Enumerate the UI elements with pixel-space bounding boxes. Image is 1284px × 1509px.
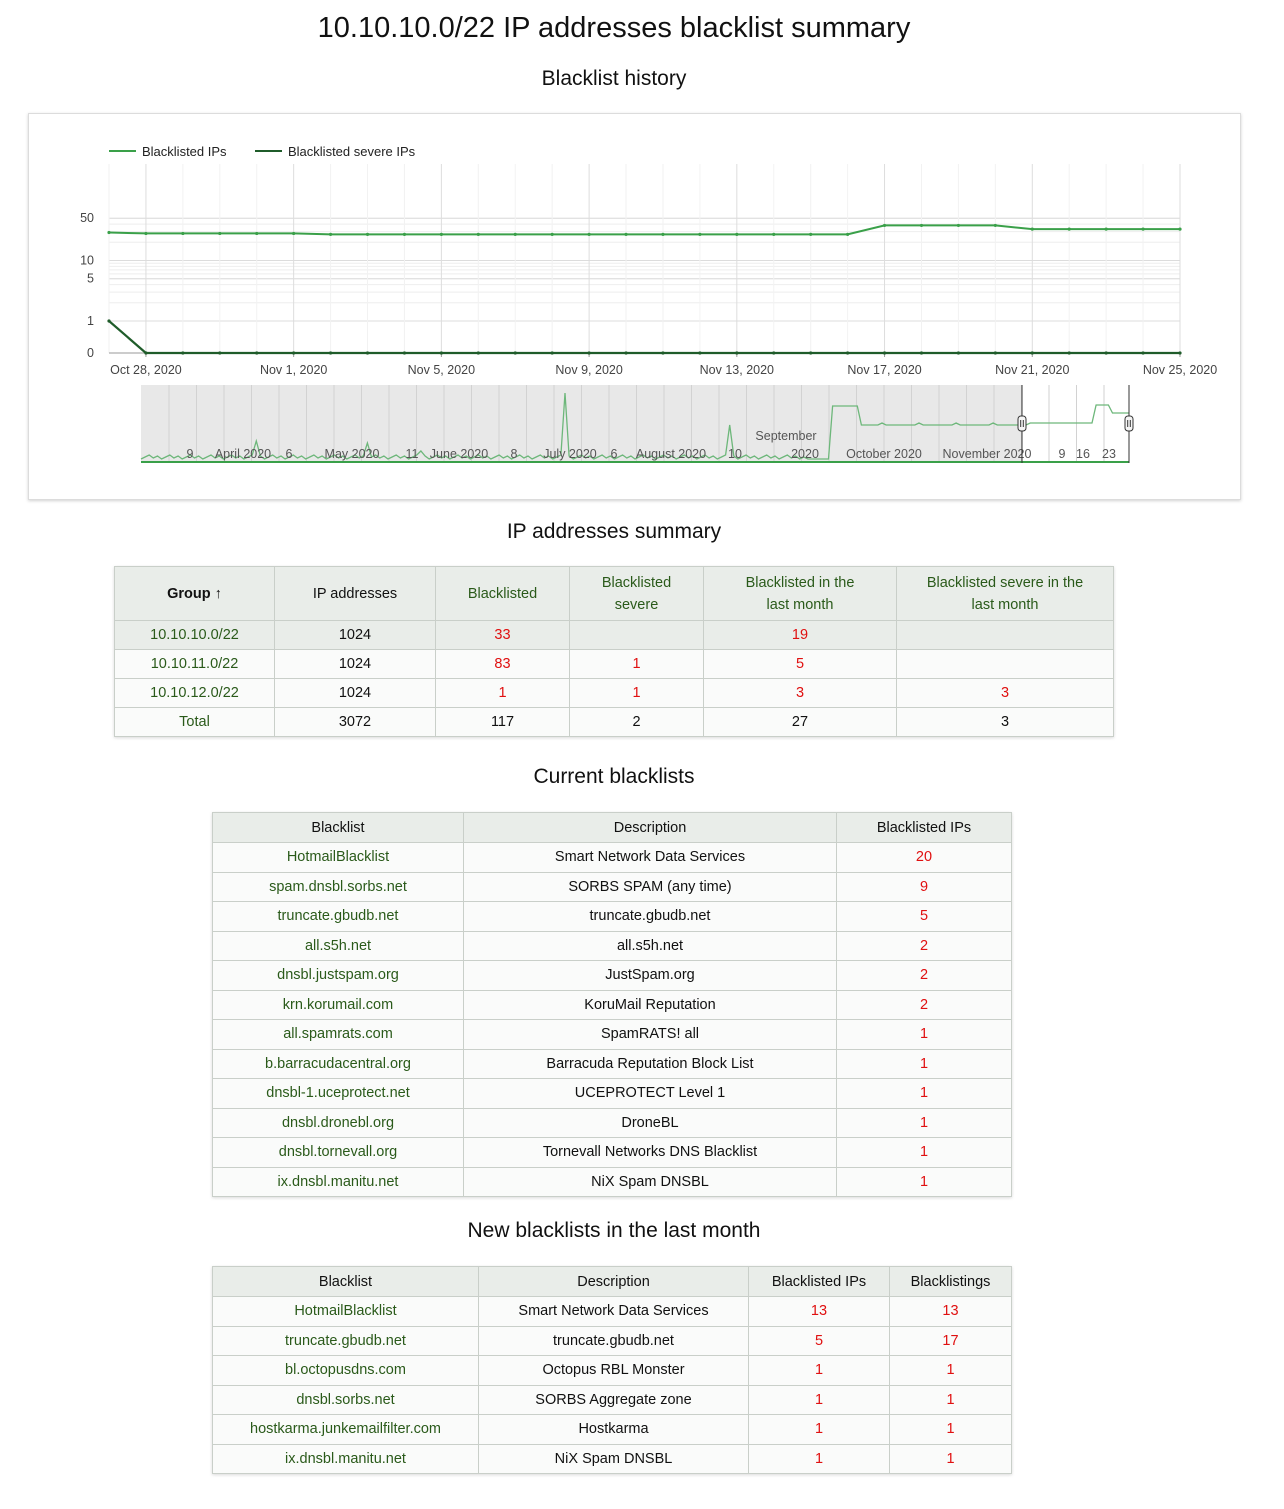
blacklist-link[interactable]: dnsbl.sorbs.net [213, 1385, 479, 1415]
blacklisted-ips-cell: 1 [749, 1415, 890, 1445]
col-blacklistings[interactable]: Blacklistings [890, 1267, 1012, 1297]
new-blacklists-table [212, 1266, 1012, 1474]
blacklisted-ips-cell: 1 [837, 1108, 1012, 1138]
description-cell: Octopus RBL Monster [479, 1356, 749, 1386]
blacklisted-ips-cell: 1 [749, 1444, 890, 1474]
col-severe-last-month[interactable] [897, 567, 1114, 621]
data-point [809, 233, 812, 236]
summary-total-row [115, 708, 1114, 737]
y-tick-label: 10 [80, 253, 94, 268]
severe-last-month-cell [897, 650, 1114, 679]
description-cell: KoruMail Reputation [464, 990, 837, 1020]
table-row [213, 1138, 1012, 1168]
blacklist-link[interactable]: ix.dnsbl.manitu.net [213, 1444, 479, 1474]
blacklist-link[interactable]: all.s5h.net [213, 931, 464, 961]
description-cell: JustSpam.org [464, 961, 837, 991]
data-point [514, 351, 517, 354]
blacklist-link[interactable]: dnsbl.tornevall.org [213, 1138, 464, 1168]
summary-row [115, 650, 1114, 679]
data-point [329, 351, 332, 354]
x-tick-label: Nov 13, 2020 [699, 363, 775, 377]
blacklisted-ips-cell: 1 [837, 1138, 1012, 1168]
blacklisted-severe-cell: 1 [570, 679, 704, 708]
data-point [698, 233, 701, 236]
col-blacklisted-ips[interactable]: Blacklisted IPs [749, 1267, 890, 1297]
data-point [218, 232, 221, 235]
table-row [213, 1326, 1012, 1356]
blacklisted-ips-cell: 5 [837, 902, 1012, 932]
description-cell: NiX Spam DNSBL [479, 1444, 749, 1474]
description-cell: truncate.gbudb.net [464, 902, 837, 932]
description-cell: truncate.gbudb.net [479, 1326, 749, 1356]
blacklisted-severe-cell: 1 [570, 650, 704, 679]
blacklist-link[interactable]: HotmailBlacklist [213, 843, 464, 873]
data-point [255, 232, 258, 235]
col-ip-addresses[interactable]: IP addresses [275, 567, 436, 621]
navigator-label: October 2020 [846, 447, 922, 461]
current-blacklists-title: Current blacklists [533, 765, 695, 788]
blacklist-link[interactable]: krn.korumail.com [213, 990, 464, 1020]
data-point [1105, 351, 1108, 354]
data-point [588, 233, 591, 236]
summary-title: IP addresses summary [506, 520, 722, 543]
table-row [213, 1167, 1012, 1197]
ip-count-cell: 1024 [275, 679, 436, 708]
data-point [883, 351, 886, 354]
description-cell: NiX Spam DNSBL [464, 1167, 837, 1197]
data-point [218, 351, 221, 354]
col-blacklisted[interactable]: Blacklisted [436, 567, 570, 621]
blacklisted-ips-cell: 1 [749, 1356, 890, 1386]
data-point [1031, 351, 1034, 354]
blacklisted-ips-cell: 9 [837, 872, 1012, 902]
x-tick-label: Nov 17, 2020 [847, 363, 922, 377]
blacklist-link[interactable]: dnsbl.dronebl.org [213, 1108, 464, 1138]
navigator-label: July 2020 [543, 447, 597, 461]
blacklisted-ips-cell: 1 [837, 1049, 1012, 1079]
description-cell: Barracuda Reputation Block List [464, 1049, 837, 1079]
legend-label: Blacklisted severe IPs [288, 144, 416, 159]
summary-row [115, 679, 1114, 708]
blacklisted-ips-cell: 2 [837, 990, 1012, 1020]
data-point [1068, 351, 1071, 354]
data-point [661, 233, 664, 236]
blacklist-link[interactable]: spam.dnsbl.sorbs.net [213, 872, 464, 902]
y-tick-label: 1 [87, 314, 94, 328]
data-point [107, 319, 110, 322]
navigator-label: August 2020 [635, 447, 707, 461]
blacklisted-severe-cell [570, 621, 704, 650]
table-row [213, 961, 1012, 991]
col-blacklisted-last-month-label: Blacklisted in the last month [745, 574, 855, 613]
x-tick-label: Nov 5, 2020 [407, 363, 476, 377]
table-row [213, 872, 1012, 902]
data-point [1031, 228, 1034, 231]
data-point [1068, 228, 1071, 231]
blacklisted-cell: 33 [436, 621, 570, 650]
data-point [477, 233, 480, 236]
series-line-blacklisted-severe-ips [109, 321, 1180, 353]
col-blacklisted-last-month[interactable] [704, 567, 897, 621]
blacklist-link[interactable]: dnsbl.justspam.org [213, 961, 464, 991]
data-point [624, 233, 627, 236]
data-point [735, 351, 738, 354]
navigator-label: 8 [510, 447, 518, 461]
table-row [213, 1415, 1012, 1445]
navigator-right-handle[interactable] [1125, 416, 1133, 431]
col-severe-last-month-label: Blacklisted severe in the last month [926, 574, 1084, 613]
table-row [213, 1444, 1012, 1474]
data-point [514, 233, 517, 236]
description-cell: SpamRATS! all [464, 1020, 837, 1050]
data-point [292, 232, 295, 235]
data-point [735, 233, 738, 236]
data-point [440, 351, 443, 354]
data-point [551, 233, 554, 236]
new-blacklists-title: New blacklists in the last month [467, 1219, 761, 1242]
current-blacklists-table [212, 812, 1012, 1197]
data-point [107, 231, 110, 234]
x-tick-label: Nov 1, 2020 [259, 363, 328, 377]
table-row [213, 990, 1012, 1020]
data-point [144, 232, 147, 235]
data-point [809, 351, 812, 354]
last-month-cell: 27 [704, 708, 897, 737]
data-point [403, 351, 406, 354]
blacklist-link[interactable]: ix.dnsbl.manitu.net [213, 1167, 464, 1197]
data-point [957, 224, 960, 227]
data-point [403, 233, 406, 236]
table-row [213, 902, 1012, 932]
legend-label: Blacklisted IPs [142, 144, 227, 159]
data-point [255, 351, 258, 354]
blacklistings-cell: 17 [890, 1326, 1012, 1356]
last-month-cell: 3 [704, 679, 897, 708]
col-blacklisted-severe-label: Blacklisted severe [601, 574, 672, 613]
blacklist-link[interactable]: HotmailBlacklist [213, 1297, 479, 1327]
description-cell: SORBS Aggregate zone [479, 1385, 749, 1415]
data-point [1178, 228, 1181, 231]
table-row [213, 1049, 1012, 1079]
navigator-label: April 2020 [214, 447, 272, 461]
col-blacklist[interactable]: Blacklist [213, 813, 464, 843]
data-point [772, 351, 775, 354]
navigator-label: June 2020 [429, 447, 489, 461]
navigator-left-handle[interactable] [1018, 416, 1026, 431]
ip-count-cell: 3072 [275, 708, 436, 737]
col-group[interactable]: Group ↑ [115, 567, 275, 621]
data-point [994, 224, 997, 227]
data-point [292, 351, 295, 354]
description-cell: SORBS SPAM (any time) [464, 872, 837, 902]
blacklisted-ips-cell: 1 [837, 1079, 1012, 1109]
description-cell: DroneBL [464, 1108, 837, 1138]
data-point [366, 233, 369, 236]
table-row [213, 1385, 1012, 1415]
navigator-label: 10 [728, 447, 742, 461]
navigator-label: 23 [1102, 447, 1116, 461]
description-cell: Hostkarma [479, 1415, 749, 1445]
blacklist-link[interactable]: hostkarma.junkemailfilter.com [213, 1415, 479, 1445]
blacklisted-severe-cell: 2 [570, 708, 704, 737]
blacklisted-ips-cell: 5 [749, 1326, 890, 1356]
data-point [846, 351, 849, 354]
data-point [329, 233, 332, 236]
description-cell: Tornevall Networks DNS Blacklist [464, 1138, 837, 1168]
description-cell: all.s5h.net [464, 931, 837, 961]
navigator-label: 9 [1058, 447, 1066, 461]
table-row [213, 1356, 1012, 1386]
data-point [624, 351, 627, 354]
table-row [213, 1297, 1012, 1327]
table-row [213, 1108, 1012, 1138]
blacklisted-cell: 1 [436, 679, 570, 708]
blacklist-link[interactable]: b.barracudacentral.org [213, 1049, 464, 1079]
navigator-label: May 2020 [324, 447, 380, 461]
col-blacklist[interactable]: Blacklist [213, 1267, 479, 1297]
data-point [144, 351, 147, 354]
severe-last-month-cell: 3 [897, 708, 1114, 737]
group-cell[interactable]: 10.10.12.0/22 [115, 679, 275, 708]
blacklistings-cell: 1 [890, 1415, 1012, 1445]
y-tick-label: 50 [80, 211, 94, 226]
blacklisted-ips-cell: 20 [837, 843, 1012, 873]
group-cell[interactable]: 10.10.11.0/22 [115, 650, 275, 679]
data-point [477, 351, 480, 354]
data-point [846, 233, 849, 236]
navigator-label: 9 [186, 447, 194, 461]
blacklistings-cell: 1 [890, 1356, 1012, 1386]
data-point [772, 233, 775, 236]
blacklistings-cell: 13 [890, 1297, 1012, 1327]
y-tick-label: 5 [87, 271, 94, 286]
data-point [588, 351, 591, 354]
table-row [213, 1020, 1012, 1050]
table-row [213, 843, 1012, 873]
group-cell: Total [115, 708, 275, 737]
blacklist-link[interactable]: truncate.gbudb.net [213, 902, 464, 932]
last-month-cell: 19 [704, 621, 897, 650]
history-title: Blacklist history [541, 67, 687, 90]
table-row [213, 1079, 1012, 1109]
blacklisted-ips-cell: 1 [749, 1385, 890, 1415]
navigator-label: 16 [1076, 447, 1090, 461]
blacklisted-cell: 83 [436, 650, 570, 679]
navigator-label: 6 [610, 447, 618, 461]
x-tick-label: Nov 9, 2020 [555, 363, 623, 377]
blacklisted-ips-cell: 2 [837, 961, 1012, 991]
severe-last-month-cell [897, 621, 1114, 650]
series-line-blacklisted-ips [109, 225, 1180, 234]
blacklist-link[interactable]: dnsbl-1.uceprotect.net [213, 1079, 464, 1109]
description-cell: Smart Network Data Services [479, 1297, 749, 1327]
data-point [957, 351, 960, 354]
col-description[interactable]: Description [464, 813, 837, 843]
data-point [551, 351, 554, 354]
blacklisted-ips-cell: 13 [749, 1297, 890, 1327]
summary-row [115, 621, 1114, 650]
data-point [661, 351, 664, 354]
blacklistings-cell: 1 [890, 1444, 1012, 1474]
blacklist-history-chart[interactable] [28, 113, 1241, 500]
ip-count-cell: 1024 [275, 650, 436, 679]
data-point [1178, 351, 1181, 354]
data-point [181, 351, 184, 354]
data-point [994, 351, 997, 354]
last-month-cell: 5 [704, 650, 897, 679]
navigator-label: 11 [405, 447, 419, 461]
ip-summary-table [114, 566, 1114, 737]
y-tick-label: 0 [87, 346, 94, 360]
navigator-label: September 2020 [755, 429, 819, 461]
col-description[interactable]: Description [479, 1267, 749, 1297]
blacklisted-ips-cell: 2 [837, 931, 1012, 961]
blacklisted-ips-cell: 1 [837, 1167, 1012, 1197]
blacklisted-cell: 117 [436, 708, 570, 737]
description-cell: UCEPROTECT Level 1 [464, 1079, 837, 1109]
data-point [440, 233, 443, 236]
x-tick-label: Nov 21, 2020 [995, 363, 1070, 377]
x-tick-label: Nov 25, 2020 [1142, 363, 1218, 377]
data-point [366, 351, 369, 354]
data-point [181, 232, 184, 235]
blacklist-link[interactable]: bl.octopusdns.com [213, 1356, 479, 1386]
data-point [1141, 228, 1144, 231]
data-point [920, 224, 923, 227]
col-blacklisted-severe[interactable] [570, 567, 704, 621]
data-point [1141, 351, 1144, 354]
table-row [213, 931, 1012, 961]
page-title: 10.10.10.0/22 IP addresses blacklist summary [317, 12, 911, 44]
severe-last-month-cell: 3 [897, 679, 1114, 708]
data-point [883, 224, 886, 227]
data-point [698, 351, 701, 354]
x-tick-label: Oct 28, 2020 [110, 363, 182, 377]
data-point [920, 351, 923, 354]
data-point [1105, 228, 1108, 231]
navigator-label: November 2020 [942, 447, 1032, 461]
group-cell[interactable]: 10.10.10.0/22 [115, 621, 275, 650]
blacklist-link[interactable]: truncate.gbudb.net [213, 1326, 479, 1356]
col-blacklisted-ips[interactable]: Blacklisted IPs [837, 813, 1012, 843]
navigator-label: 6 [285, 447, 293, 461]
blacklist-link[interactable]: all.spamrats.com [213, 1020, 464, 1050]
ip-count-cell: 1024 [275, 621, 436, 650]
description-cell: Smart Network Data Services [464, 843, 837, 873]
history-chart-svg[interactable] [29, 114, 1240, 499]
blacklistings-cell: 1 [890, 1385, 1012, 1415]
blacklisted-ips-cell: 1 [837, 1020, 1012, 1050]
